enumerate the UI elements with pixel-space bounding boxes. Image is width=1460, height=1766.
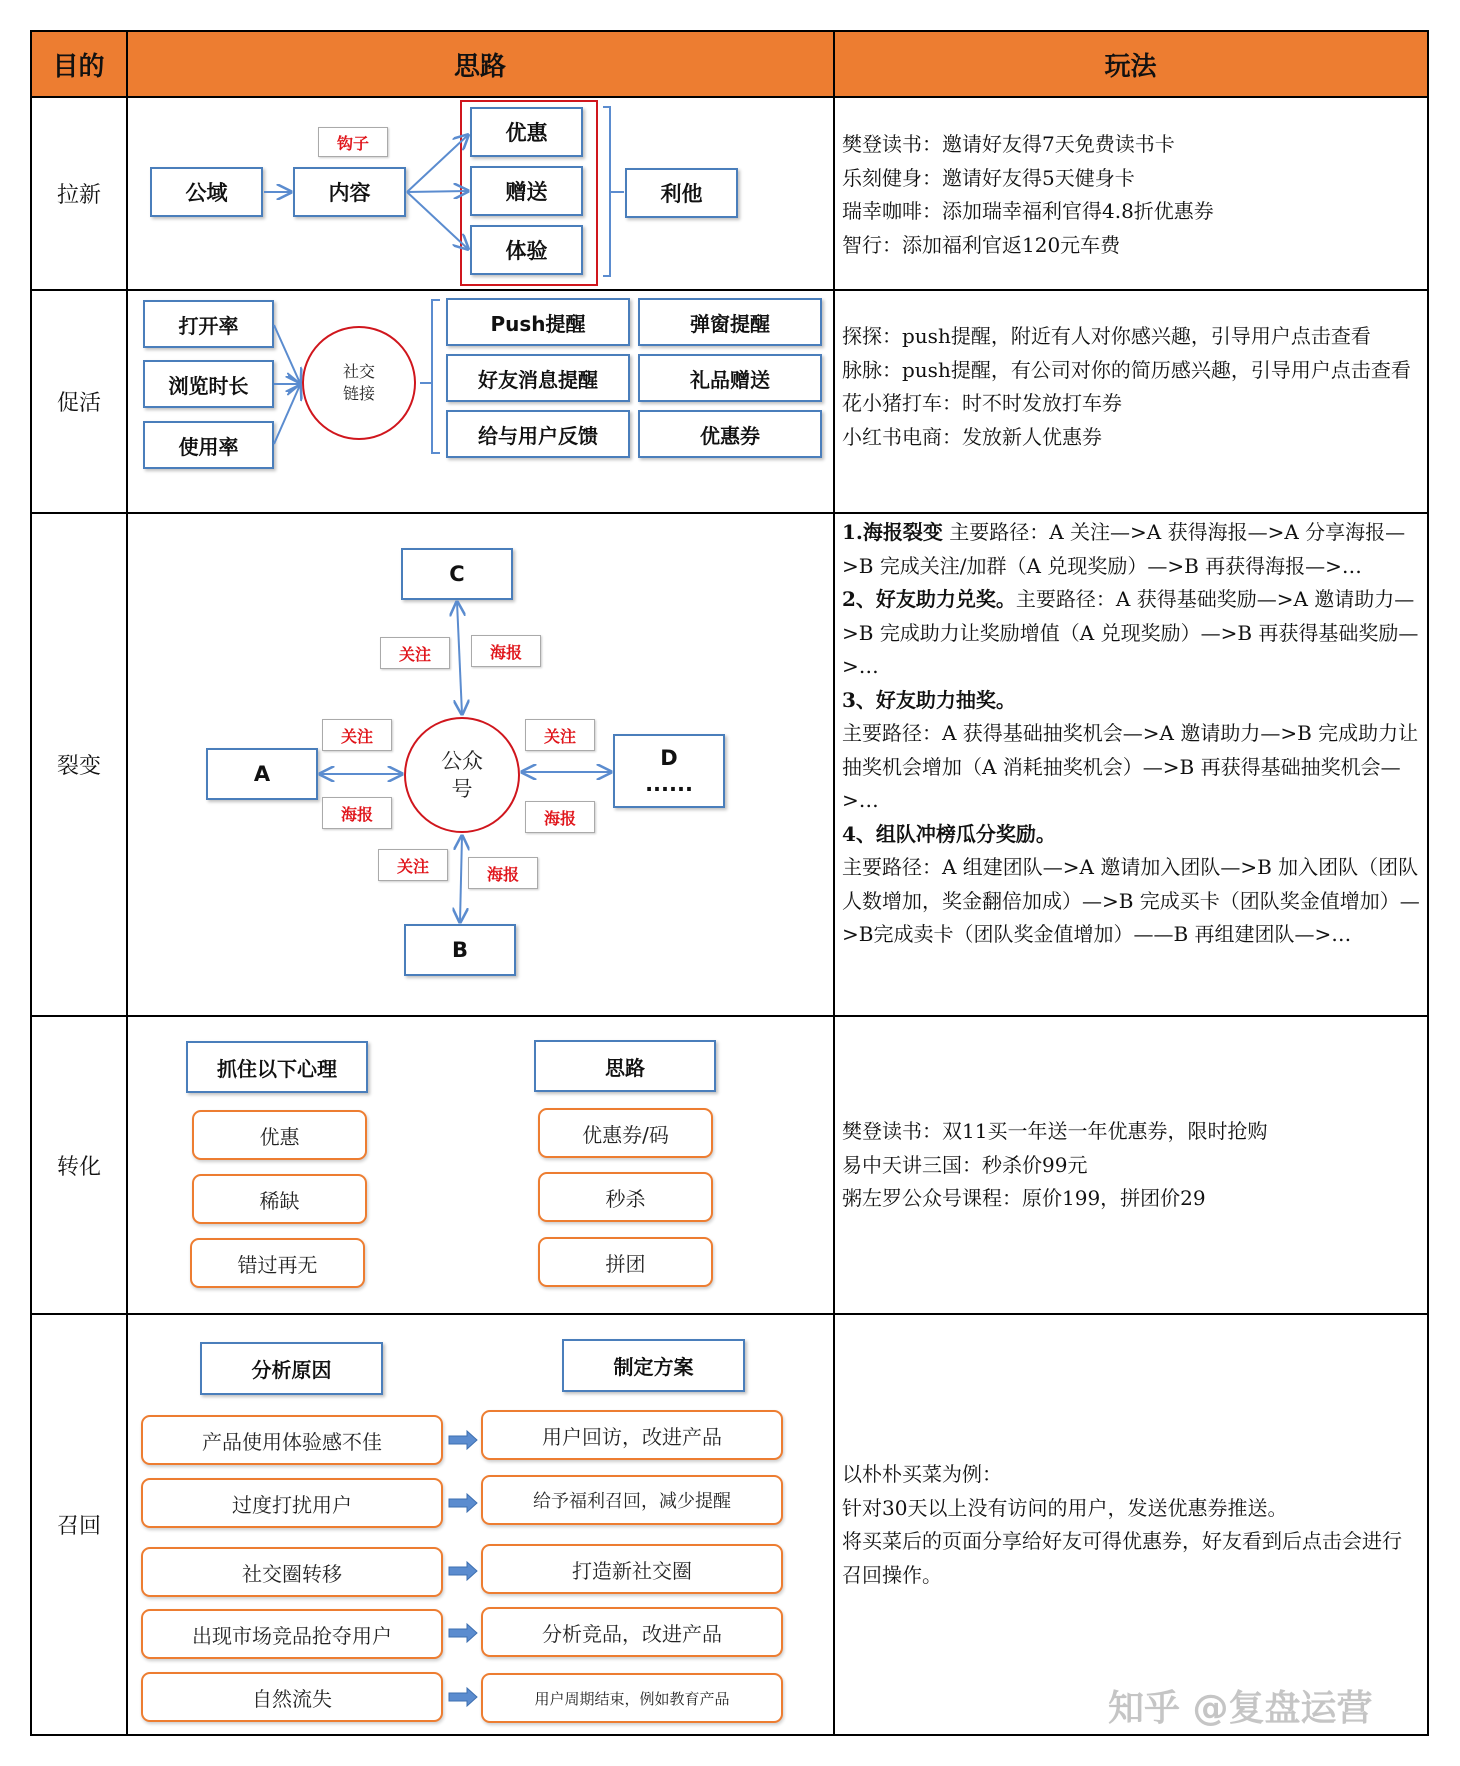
tag-haibao: 海报 (525, 801, 595, 833)
liebian-paragraph-title: 2、好友助力兑奖。 (842, 587, 1016, 611)
box-push: Push提醒 (446, 298, 630, 346)
cause-item: 社交圈转移 (141, 1547, 443, 1597)
title-idea: 思路 (534, 1040, 716, 1092)
title-plan: 制定方案 (562, 1339, 745, 1392)
box-zengsong: 赠送 (470, 166, 583, 216)
tag-guanzhu: 关注 (378, 849, 448, 881)
cause-item: 产品使用体验感不佳 (141, 1415, 443, 1465)
tag-gouzi: 钩子 (318, 127, 388, 157)
box-tanchuang: 弹窗提醒 (638, 298, 822, 346)
box-lipin: 礼品赠送 (638, 354, 822, 402)
plan-item: 打造新社交圈 (481, 1544, 783, 1594)
box-shiyonglv: 使用率 (143, 421, 274, 469)
title-cause: 分析原因 (200, 1342, 383, 1395)
row-label-laxin: 拉新 (56, 183, 101, 208)
cause-item: 出现市场竞品抢夺用户 (141, 1609, 443, 1659)
left-item: 错过再无 (190, 1238, 365, 1288)
tag-guanzhu: 关注 (525, 719, 595, 751)
plan-item: 用户周期结束，例如教育产品 (481, 1673, 783, 1723)
right-item: 秒杀 (538, 1172, 713, 1222)
header-idea: 思路 (127, 31, 833, 97)
node-b: B (404, 924, 516, 976)
box-haoyou: 好友消息提醒 (446, 354, 630, 402)
plan-item: 给予福利召回，减少提醒 (481, 1475, 783, 1525)
tag-haibao: 海报 (322, 797, 392, 829)
box-lita: 利他 (625, 168, 738, 218)
box-neirong: 内容 (293, 167, 406, 217)
box-youhui: 优惠 (470, 107, 583, 157)
header-play: 玩法 (833, 31, 1428, 97)
liebian-paragraph-body: 主要路径：A 组建团队—>A 邀请加入团队—>B 加入团队（团队人数增加，奖金翻倍加成）—>B 完成买卡（团队奖金值增加）—>B完成卖卡（团队奖金值增加）——B 再组建团队—>… (842, 855, 1420, 946)
box-tiyan: 体验 (470, 225, 583, 275)
row-label-liebian: 裂变 (56, 754, 101, 779)
liebian-paragraph-body: 主要路径：A 获得基础抽奖机会—>A 邀请助力—>B 完成助力让抽奖机会增加（A 消耗抽奖机会）—>B 再获得基础抽奖机会—>… (842, 721, 1419, 812)
box-youhuiquan: 优惠券 (638, 410, 822, 458)
circle-gongzhonghao: 公众 号 (404, 717, 520, 833)
box-gongyu: 公域 (150, 167, 263, 217)
play-text-zhuanhua: 樊登读书：双11买一年送一年优惠券，限时抢购 易中天讲三国：秒杀价99元 粥左罗公众号课程：原价199，拼团价29 (842, 1119, 1268, 1210)
cause-item: 过度打扰用户 (141, 1478, 443, 1528)
liebian-paragraph-title: 1.海报裂变 (842, 520, 943, 544)
liebian-paragraph-title: 4、组队冲榜瓜分奖励。 (842, 821, 1056, 846)
tag-haibao: 海报 (471, 635, 541, 667)
left-item: 优惠 (192, 1110, 367, 1160)
liebian-paragraph-body: 主要路径：A 获得基础奖励—>A 邀请助力—>B 完成助力让奖励增值（A 兑现奖励）—>B 再获得基础奖励—>… (842, 587, 1419, 678)
liebian-paragraph-title: 3、好友助力抽奖。 (842, 687, 1016, 712)
play-text-laxin: 樊登读书：邀请好友得7天免费读书卡 乐刻健身：邀请好友得5天健身卡 瑞幸咖啡：添加瑞幸福利官得4.8折优惠券 智行：添加福利官返120元车费 (842, 132, 1214, 257)
title-psychology: 抓住以下心理 (186, 1041, 368, 1093)
box-fankui: 给与用户反馈 (446, 410, 630, 458)
right-item: 拼团 (538, 1237, 713, 1287)
play-text-cuhuo: 探探：push提醒，附近有人对你感兴趣，引导用户点击查看 脉脉：push提醒，有公司对你的简历感兴趣，引导用户点击查看 花小猪打车：时不时发放打车券 小红书电商：发放新人优惠券 (842, 324, 1411, 449)
cause-item: 自然流失 (141, 1672, 443, 1722)
box-dakailv: 打开率 (143, 300, 274, 348)
row-label-cuhuo: 促活 (56, 391, 101, 416)
play-text-zhaohui: 以朴朴买菜为例： 针对30天以上没有访问的用户，发送优惠券推送。 将买菜后的页面分享给好友可得优惠券，好友看到后点击会进行召回操作。 (842, 1462, 1402, 1587)
circle-social-link: 社交 链接 (302, 326, 416, 440)
row-label-zhaohui: 召回 (56, 1514, 101, 1539)
node-d-dots: ...... (645, 772, 693, 796)
watermark: 知乎 @复盘运营 (1108, 1688, 1373, 1729)
row-label-zhuanhua: 转化 (56, 1154, 101, 1180)
tag-guanzhu: 关注 (380, 637, 450, 669)
left-item: 稀缺 (192, 1174, 367, 1224)
liebian-paragraph-body: 主要路径：A 关注—>A 获得海报—>A 分享海报—>B 完成关注/加群（A 兑现奖励）—>B 再获得海报—>… (842, 520, 1406, 578)
plan-item: 用户回访，改进产品 (481, 1410, 783, 1460)
right-item: 优惠券/码 (538, 1108, 713, 1158)
node-d-label: D (660, 746, 678, 770)
node-c: C (401, 548, 513, 600)
tag-haibao: 海报 (468, 857, 538, 889)
plan-item: 分析竞品，改进产品 (481, 1607, 783, 1657)
tag-guanzhu: 关注 (322, 719, 392, 751)
node-a: A (206, 748, 318, 800)
box-liulanshichang: 浏览时长 (143, 360, 274, 408)
header-goal: 目的 (30, 31, 127, 97)
